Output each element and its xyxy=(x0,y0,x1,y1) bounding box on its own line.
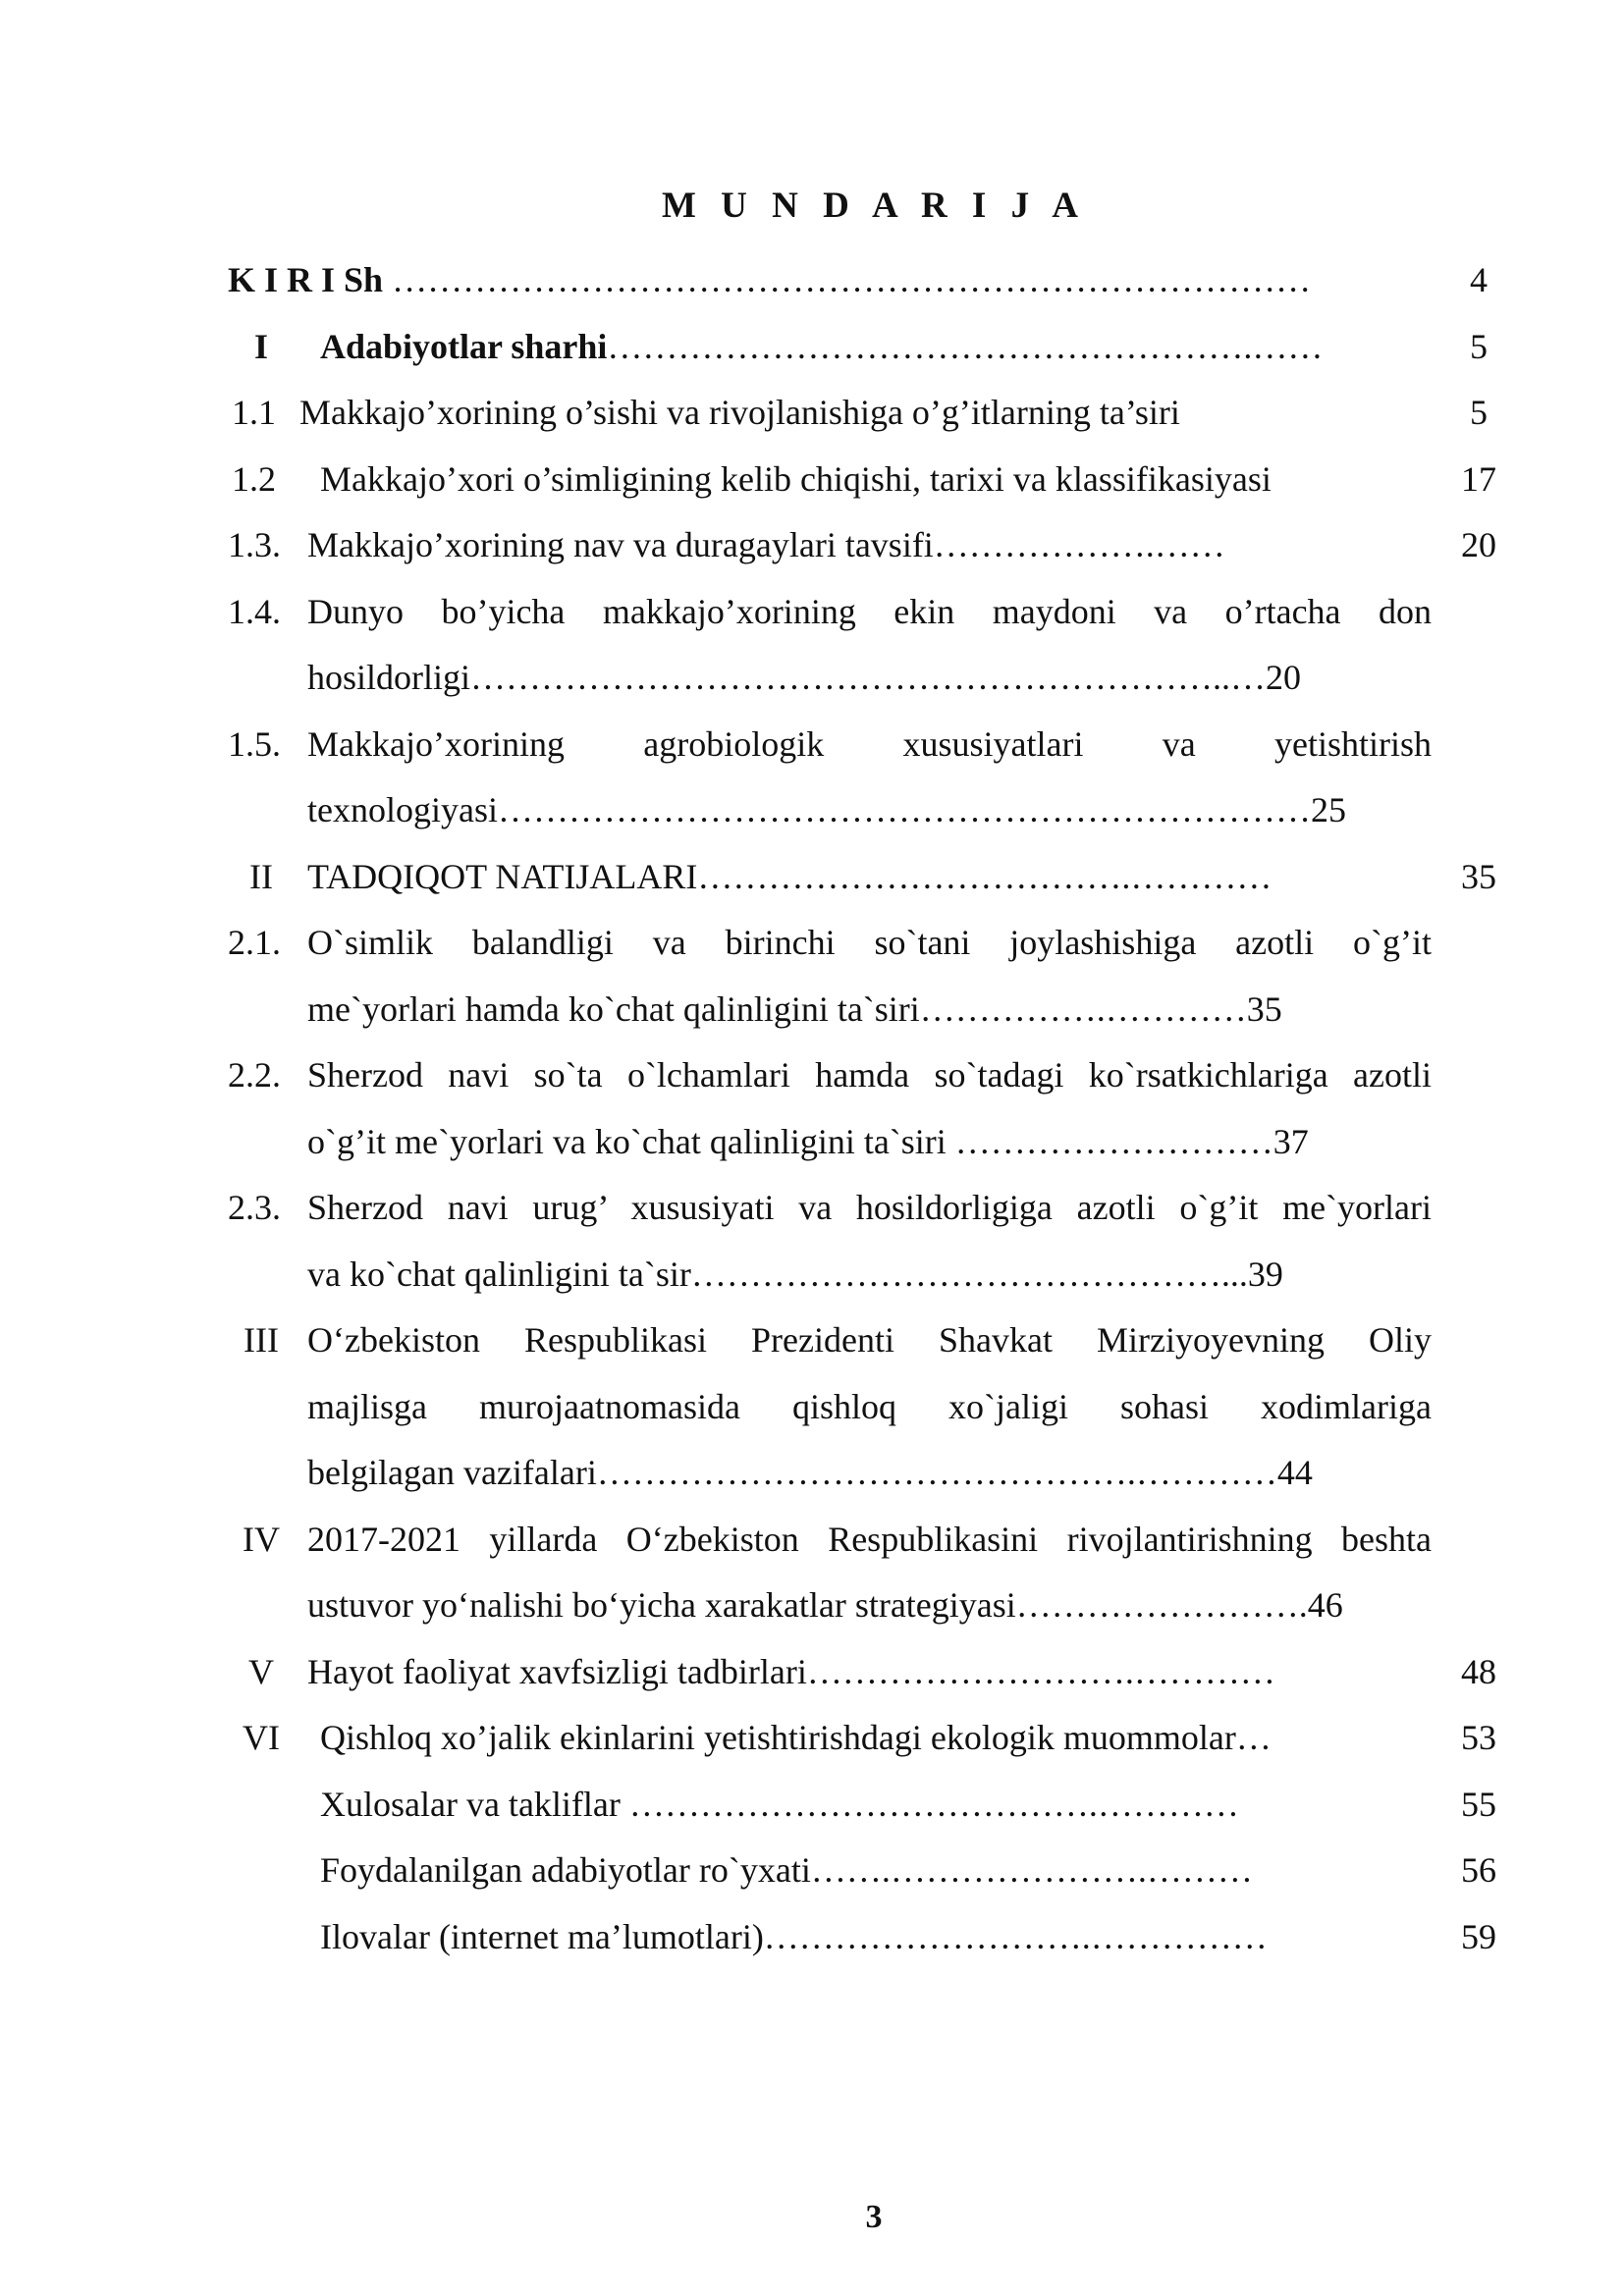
toc-entry-title: Hayot faoliyat xavfsizligi tadbirlari……………………….………… xyxy=(307,1651,1275,1691)
toc-entry-chapter-4[interactable] xyxy=(0,1507,1624,1574)
toc-entry-page: 53 xyxy=(1461,1718,1496,1757)
toc-entry-page: 17 xyxy=(1461,458,1496,499)
toc-entry-page: 48 xyxy=(1461,1651,1496,1691)
toc-entry-section-2-1-continuation[interactable] xyxy=(0,977,1624,1043)
toc-entry-number: 1.2 xyxy=(232,458,276,499)
toc-entry-title-line-2: o`g’it me`yorlari va ko`chat qalinligini ta`siri ………………………37 xyxy=(307,1121,1309,1161)
toc-heading: M U N D A R I J A xyxy=(661,186,1087,226)
toc-entry-references[interactable] xyxy=(0,1838,1624,1904)
toc-entry-chapter-5[interactable] xyxy=(0,1639,1624,1706)
toc-entry-section-2-2-continuation[interactable] xyxy=(0,1109,1624,1176)
toc-entry-number: 1.5. xyxy=(228,723,281,764)
toc-entry-title-line-2: majlisga murojaatnomasida qishloq xo`jaligi sohasi xodimlariga xyxy=(307,1386,1432,1426)
toc-entry-number: 2.2. xyxy=(228,1055,281,1095)
toc-entry-title: Xulosalar va takliflar ………………………………….………… xyxy=(320,1784,1239,1824)
toc-entry-chapter-4-continuation[interactable] xyxy=(0,1573,1624,1639)
toc-entry-label: K I R I Sh …………………………………………………………………… xyxy=(228,260,1312,299)
toc-entry-dots: ……………………………………………….…… xyxy=(607,326,1324,366)
toc-entry-title-line-1: O‘zbekiston Respublikasi Prezidenti Shavkat Mirziyoyevning Oliy xyxy=(307,1320,1432,1360)
toc-entry-number: I xyxy=(253,326,268,366)
toc-entry-title-line-2: texnologiyasi……………………………………………………………25 xyxy=(307,790,1346,829)
toc-entry-section-1-1[interactable] xyxy=(0,380,1624,447)
toc-entry-section-2-3[interactable] xyxy=(0,1175,1624,1242)
toc-entry-title: Ilovalar (internet ma’lumotlari)……………………….…………… xyxy=(320,1916,1268,1956)
toc-entry-chapter-1[interactable] xyxy=(0,314,1624,381)
toc-entry-title: TADQIQOT NATIJALARI……………………………….………… xyxy=(307,856,1272,896)
toc-entry-title: Foydalanilgan adabiyotlar ro`yxati…….………………….……… xyxy=(320,1850,1253,1890)
toc-entry-title-line-2: me`yorlari hamda ko`chat qalinligini ta`siri…………….…………35 xyxy=(307,988,1282,1029)
toc-entry-section-1-3[interactable] xyxy=(0,512,1624,579)
toc-entry-number: 1.3. xyxy=(228,525,281,564)
toc-entry-appendix[interactable] xyxy=(0,1904,1624,1971)
toc-entry-title: Makkajo’xorining o’sishi va rivojlanishiga o’g’itlarning ta’siri xyxy=(299,393,1180,432)
toc-entry-title-line-2: va ko`chat qalinligini ta`sir………………………………………...39 xyxy=(307,1254,1283,1294)
table-of-contents xyxy=(0,247,1624,1970)
toc-entry-introduction[interactable] xyxy=(0,247,1624,314)
toc-entry-title-line-2: ustuvor yo‘nalishi bo‘yicha xarakatlar strategiyasi…………………….46 xyxy=(307,1585,1343,1625)
toc-entry-number: III xyxy=(244,1320,279,1360)
toc-entry-title-line-1: Dunyo bo’yicha makkajo’xorining ekin maydoni va o’rtacha don xyxy=(307,591,1432,631)
toc-entry-title: Qishloq xo’jalik ekinlarini yetishtirishdagi ekologik muommolar… xyxy=(320,1718,1272,1757)
toc-entry-number: 1.4. xyxy=(228,591,281,631)
toc-entry-section-1-5-continuation[interactable] xyxy=(0,777,1624,844)
toc-entry-number: V xyxy=(248,1651,274,1691)
toc-entry-number: 2.3. xyxy=(228,1188,281,1227)
toc-entry-number: VI xyxy=(243,1718,280,1757)
toc-entry-title-line-1: Sherzod navi urug’ xususiyati va hosildorligiga azotli o`g’it me`yorlari xyxy=(307,1188,1432,1227)
toc-entry-page: 35 xyxy=(1461,856,1496,896)
toc-entry-title-line-1: 2017-2021 yillarda O‘zbekiston Respublikasini rivojlantirishning beshta xyxy=(307,1519,1432,1559)
toc-entry-section-2-1[interactable] xyxy=(0,910,1624,977)
toc-entry-conclusions[interactable] xyxy=(0,1772,1624,1839)
toc-entry-title: Adabiyotlar sharhi……………………………………………….…… xyxy=(320,326,1324,366)
toc-entry-page: 20 xyxy=(1461,525,1496,564)
toc-entry-title: Makkajo’xori o’simligining kelib chiqishi, tarixi va klassifikasiyasi xyxy=(320,458,1272,499)
toc-entry-number: 1.1 xyxy=(232,393,276,432)
toc-entry-page: 4 xyxy=(1470,260,1488,299)
toc-entry-section-1-4[interactable] xyxy=(0,579,1624,646)
toc-entry-title-line-3: belgilagan vazifalari……………………………………….…………44 xyxy=(307,1453,1313,1492)
toc-entry-number: IV xyxy=(243,1519,280,1559)
toc-entry-chapter-3[interactable] xyxy=(0,1308,1624,1374)
toc-entry-section-2-2[interactable] xyxy=(0,1042,1624,1109)
toc-entry-page: 59 xyxy=(1461,1916,1496,1956)
toc-entry-chapter-3-continuation-2[interactable] xyxy=(0,1440,1624,1507)
toc-entry-title: Makkajo’xorining nav va duragaylari tavsifi……………….…… xyxy=(307,525,1225,564)
toc-entry-page: 5 xyxy=(1470,326,1488,366)
toc-entry-section-1-2[interactable] xyxy=(0,447,1624,513)
toc-entry-section-1-4-continuation[interactable] xyxy=(0,645,1624,712)
toc-entry-number: II xyxy=(249,856,273,896)
toc-entry-page: 5 xyxy=(1470,393,1488,432)
toc-entry-title-line-1: Makkajo’xorining agrobiologik xususiyatlari va yetishtirish xyxy=(307,723,1432,764)
toc-entry-page: 56 xyxy=(1461,1850,1496,1890)
toc-entry-dots: …………………………………………………………………… xyxy=(383,260,1312,299)
toc-entry-title-line-1: Sherzod navi so`ta o`lchamlari hamda so`tadagi ko`rsatkichlariga azotli xyxy=(307,1055,1432,1095)
page-number: 3 xyxy=(865,2199,883,2235)
toc-entry-page: 55 xyxy=(1461,1784,1496,1824)
toc-entry-title-line-2: hosildorligi………………………………………………………..…20 xyxy=(307,658,1302,697)
toc-entry-section-2-3-continuation[interactable] xyxy=(0,1242,1624,1308)
toc-entry-title-line-1: O`simlik balandligi va birinchi so`tani joylashishiga azotli o`g’it xyxy=(307,923,1432,962)
toc-entry-chapter-2[interactable] xyxy=(0,844,1624,911)
toc-entry-number: 2.1. xyxy=(228,923,281,962)
toc-entry-chapter-6[interactable] xyxy=(0,1705,1624,1772)
toc-entry-chapter-3-continuation[interactable] xyxy=(0,1374,1624,1441)
toc-entry-section-1-5[interactable] xyxy=(0,712,1624,778)
